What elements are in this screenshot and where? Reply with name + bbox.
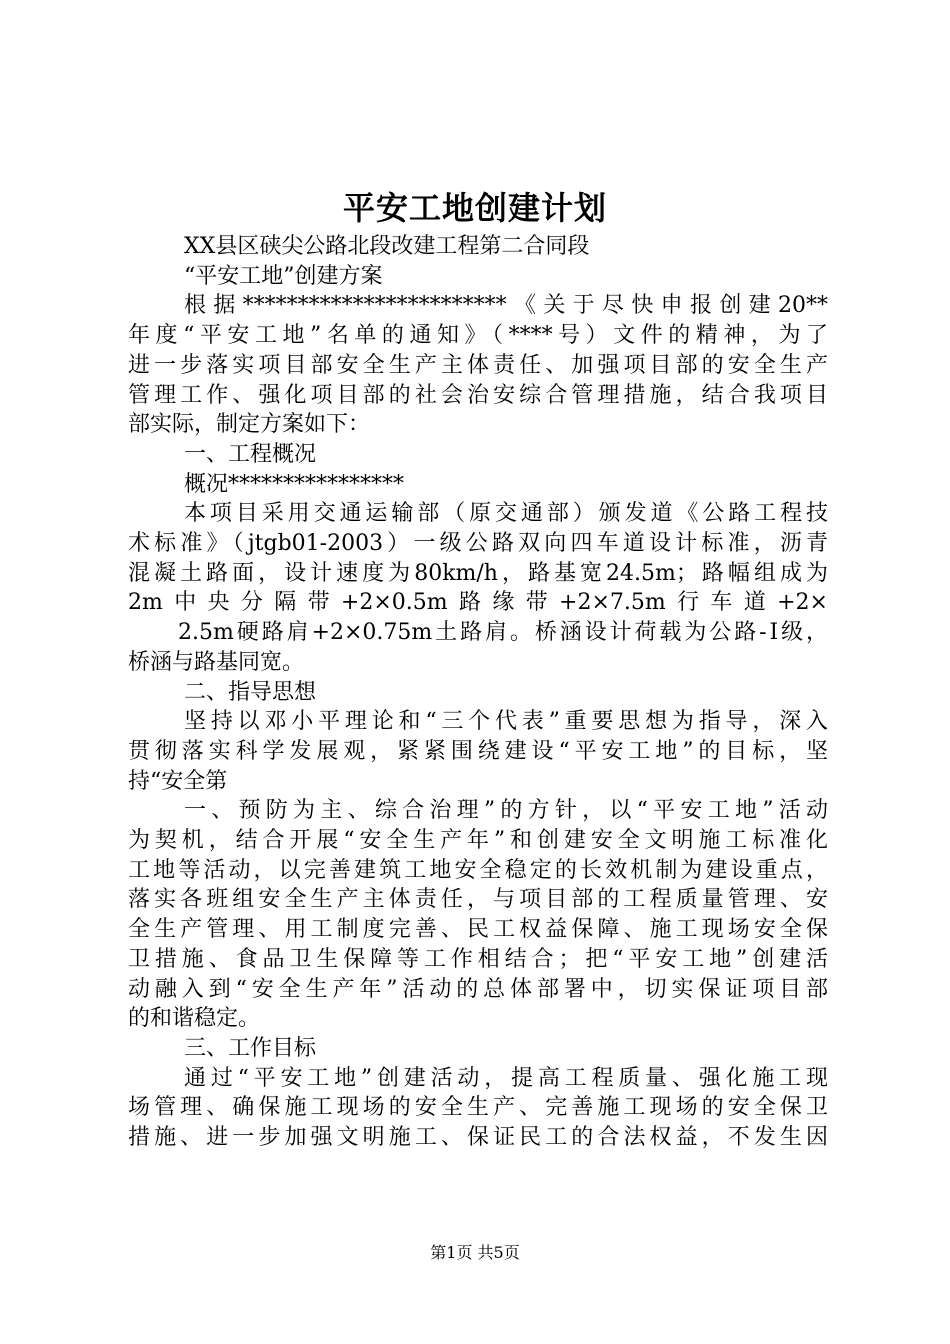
body-line: 通过“平安工地”创建活动，提高工程质量、强化施工现 xyxy=(184,1065,828,1091)
body-line: 根据************************《关于尽快申报创建20** xyxy=(184,293,828,319)
body-line: 贯彻落实科学发展观，紧紧围绕建设“平安工地”的目标，坚 xyxy=(128,738,828,764)
body-line: 坚持以邓小平理论和“三个代表”重要思想为指导，深入 xyxy=(184,709,828,735)
body-line: 部实际，制定方案如下： xyxy=(128,412,371,438)
body-line: 措施、进一步加强文明施工、保证民工的合法权益，不发生因 xyxy=(128,1125,828,1151)
body-line: 动融入到“安全生产年”活动的总体部署中，切实保证项目部 xyxy=(128,976,828,1002)
page-footer: 第1页 共5页 xyxy=(430,1243,520,1262)
body-line: 进一步落实项目部安全生产主体责任、加强项目部的安全生产 xyxy=(128,352,828,378)
body-line: 场管理、确保施工现场的安全生产、完善施工现场的安全保卫 xyxy=(128,1095,828,1121)
body-line: 工地等活动，以完善建筑工地安全稳定的长效机制为建设重点， xyxy=(128,857,828,883)
body-line: 三、工作目标 xyxy=(184,1035,317,1061)
document-title: 平安工地创建计划 xyxy=(342,189,607,227)
body-line: 年度“平安工地”名单的通知》（****号）文件的精神，为了 xyxy=(128,323,828,349)
body-line: XX县区硖尖公路北段改建工程第二合同段 xyxy=(184,234,590,259)
body-line: 的和谐稳定。 xyxy=(128,1006,261,1032)
body-line: 持“安全第 xyxy=(128,768,228,794)
body-line: 概况**************** xyxy=(184,471,405,497)
body-line: 桥涵与路基同宽。 xyxy=(128,649,305,675)
body-line: 管理工作、强化项目部的社会治安综合管理措施，结合我项目 xyxy=(128,382,828,408)
document-body xyxy=(128,232,828,1153)
body-line: 本项目采用交通运输部（原交通部）颁发道《公路工程技 xyxy=(184,501,828,527)
body-line: 二、指导思想 xyxy=(184,679,317,705)
body-line: 2.5m硬路肩+2×0.75m土路肩。桥涵设计荷载为公路-Ⅰ级， xyxy=(178,620,828,646)
body-line: 为契机，结合开展“安全生产年”和创建安全文明施工标准化 xyxy=(128,828,828,854)
body-line: 卫措施、食品卫生保障等工作相结合；把“平安工地”创建活 xyxy=(128,946,828,972)
body-line: 混凝土路面，设计速度为80km/h，路基宽24.5m；路幅组成为 xyxy=(128,560,828,586)
body-line: 全生产管理、用工制度完善、民工权益保障、施工现场安全保 xyxy=(128,917,828,943)
body-line: 术标准》（jtgb01-2003）一级公路双向四车道设计标准，沥青 xyxy=(128,531,828,557)
body-line: 落实各班组安全生产主体责任，与项目部的工程质量管理、安 xyxy=(128,887,828,913)
body-line: 一、工程概况 xyxy=(184,441,317,467)
body-line: “平安工地”创建方案 xyxy=(184,263,383,289)
body-line: 2m中央分隔带+2×0.5m路缘带+2×7.5m行车道+2× xyxy=(128,590,828,616)
body-line: 一、预防为主、综合治理”的方针，以“平安工地”活动 xyxy=(184,798,828,824)
